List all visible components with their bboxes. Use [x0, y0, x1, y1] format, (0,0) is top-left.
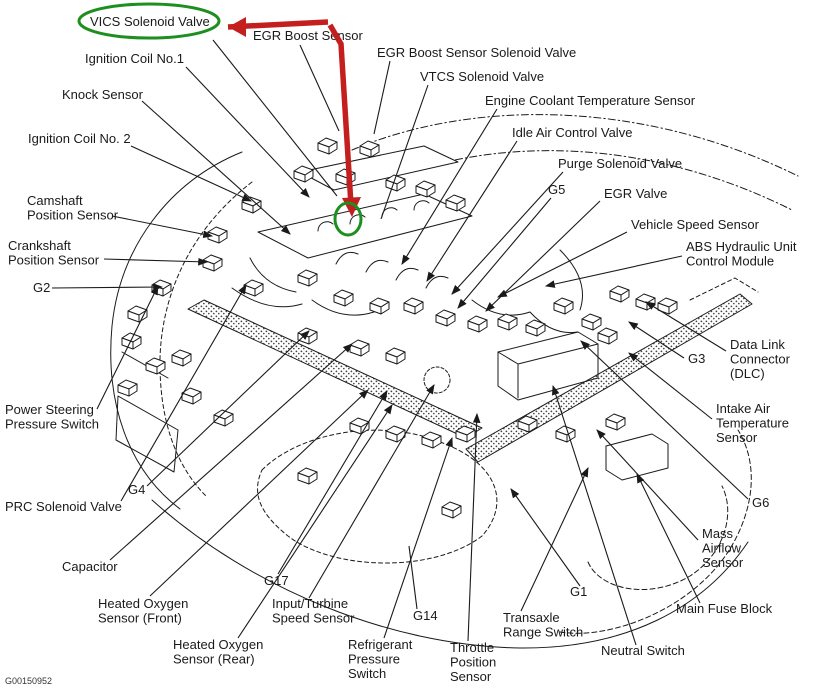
- leader-heated-oxygen-sensor-front: [150, 390, 368, 596]
- label-mass-airflow-sensor: Mass Airflow Sensor: [702, 526, 744, 570]
- label-egr-valve: EGR Valve: [604, 186, 668, 201]
- leader-purge-solenoid-valve: [452, 172, 566, 294]
- label-vtcs-solenoid-valve: VTCS Solenoid Valve: [420, 69, 545, 84]
- label-purge-solenoid-valve: Purge Solenoid Valve: [558, 156, 683, 171]
- label-data-link-connector-dlc: Data Link Connector (DLC): [730, 337, 790, 381]
- leader-camshaft-position-sensor: [112, 216, 212, 236]
- label-egr-boost-sensor: EGR Boost Sensor: [253, 28, 363, 43]
- label-main-fuse-block: Main Fuse Block: [676, 601, 773, 616]
- label-g1: G1: [570, 584, 588, 599]
- label-abs-hydraulic-unit-control-module: ABS Hydraulic Unit Control Module: [686, 239, 797, 269]
- leader-g14: [409, 546, 417, 609]
- leader-capacitor: [110, 344, 352, 560]
- label-heated-oxygen-sensor-front: Heated Oxygen Sensor (Front): [98, 596, 189, 626]
- leader-main-fuse-block: [637, 474, 700, 603]
- label-ignition-coil-no1: Ignition Coil No.1: [85, 51, 184, 66]
- leader-vehicle-speed-sensor: [498, 232, 627, 297]
- label-g4: G4: [128, 482, 146, 497]
- wiring-connectors: [118, 138, 677, 518]
- label-egr-boost-sensor-solenoid-valve: EGR Boost Sensor Solenoid Valve: [377, 45, 577, 60]
- engine-art: [111, 115, 798, 648]
- leader-lines: [52, 40, 748, 645]
- part-number: G00150952: [5, 676, 53, 686]
- leader-g17: [278, 391, 387, 574]
- label-power-steering-pressure-switch: Power Steering Pressure Switch: [5, 402, 99, 432]
- leader-abs-hydraulic-unit-control-module: [546, 256, 682, 286]
- leader-crankshaft-position-sensor: [104, 259, 207, 262]
- leader-g2: [52, 287, 162, 288]
- label-g3: G3: [688, 351, 706, 366]
- label-intake-air-temperature-sensor: Intake Air Temperature Sensor: [716, 401, 789, 445]
- leader-knock-sensor: [142, 101, 290, 234]
- leader-ignition-coil-no1: [186, 67, 309, 197]
- red-arrow-to-label-head: [228, 17, 246, 37]
- leader-g1: [511, 489, 580, 586]
- labels-layer: [5, 14, 797, 684]
- leader-g4: [147, 331, 309, 486]
- label-ignition-coil-no2: Ignition Coil No. 2: [28, 131, 131, 146]
- label-engine-coolant-temperature-sensor: Engine Coolant Temperature Sensor: [485, 93, 696, 108]
- label-capacitor: Capacitor: [62, 559, 118, 574]
- label-input-turbine-speed-sensor: Input/Turbine Speed Sensor: [272, 596, 355, 626]
- car-body-outline: [111, 115, 798, 648]
- label-vics-solenoid-valve: VICS Solenoid Valve: [90, 14, 210, 29]
- label-g6: G6: [752, 495, 770, 510]
- leader-egr-boost-sensor: [300, 45, 339, 131]
- leader-g5: [458, 198, 551, 308]
- label-idle-air-control-valve: Idle Air Control Valve: [512, 125, 633, 140]
- label-g17: G17: [264, 573, 289, 588]
- label-g14: G14: [413, 608, 438, 623]
- label-neutral-switch: Neutral Switch: [601, 643, 685, 658]
- label-heated-oxygen-sensor-rear: Heated Oxygen Sensor (Rear): [173, 637, 264, 667]
- label-camshaft-position-sensor: Camshaft Position Sensor: [27, 193, 119, 223]
- label-throttle-position-sensor: Throttle Position Sensor: [450, 640, 497, 684]
- leader-egr-boost-sensor-solenoid-valve: [374, 61, 390, 134]
- label-g5: G5: [548, 182, 566, 197]
- label-g2: G2: [33, 280, 51, 295]
- label-prc-solenoid-valve: PRC Solenoid Valve: [5, 499, 122, 514]
- label-refrigerant-pressure-switch: Refrigerant Pressure Switch: [348, 637, 413, 681]
- label-transaxle-range-switch: Transaxle Range Switch: [503, 610, 584, 640]
- label-crankshaft-position-sensor: Crankshaft Position Sensor: [8, 238, 100, 268]
- label-knock-sensor: Knock Sensor: [62, 87, 143, 102]
- leader-ignition-coil-no2: [131, 146, 251, 201]
- leader-vics-solenoid-valve: [213, 40, 337, 196]
- label-vehicle-speed-sensor: Vehicle Speed Sensor: [631, 217, 759, 232]
